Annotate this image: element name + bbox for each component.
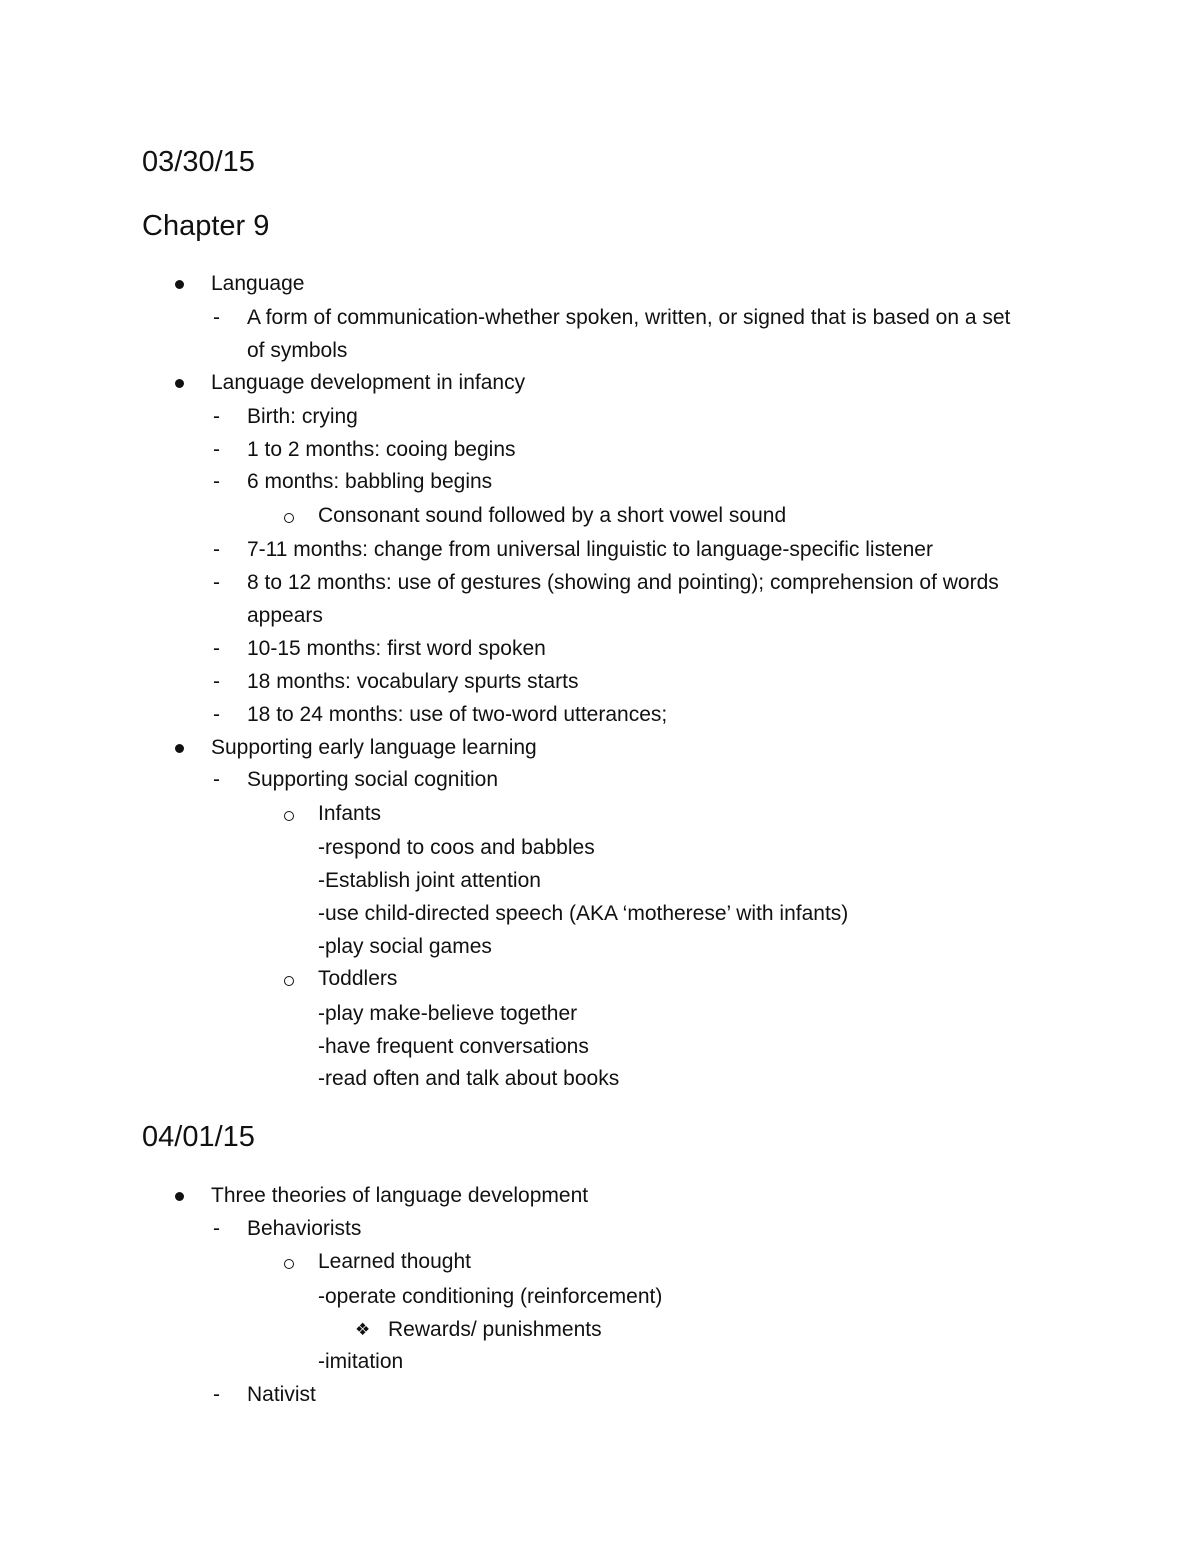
note-line: Language development in infancy xyxy=(211,371,526,394)
date-heading-2: 04/01/15 xyxy=(142,1121,255,1153)
note-line: 18 to 24 months: use of two-word utterances; xyxy=(247,703,668,726)
chapter-heading: Chapter 9 xyxy=(142,210,270,242)
note-line: -imitation xyxy=(318,1350,404,1373)
note-line: Consonant sound followed by a short vowel sound xyxy=(318,504,787,527)
note-line: Rewards/ punishments xyxy=(388,1318,602,1341)
date-heading-1: 03/30/15 xyxy=(142,146,255,178)
dash-marker: - xyxy=(213,1383,220,1406)
note-line: 7-11 months: change from universal linguistic to language-specific listener xyxy=(247,538,933,561)
note-line: Infants xyxy=(318,802,382,825)
note-line-continuation: of symbols xyxy=(247,339,348,362)
note-line: A form of communication-whether spoken, written, or signed that is based on a set xyxy=(247,306,1011,329)
note-line: Nativist xyxy=(247,1383,316,1406)
circle-bullet-marker xyxy=(284,976,294,986)
note-line: 6 months: babbling begins xyxy=(247,470,493,493)
dash-marker: - xyxy=(213,571,220,594)
note-line: 18 months: vocabulary spurts starts xyxy=(247,670,579,693)
note-line: Birth: crying xyxy=(247,405,358,428)
bullet-marker xyxy=(175,744,184,753)
note-line: -use child-directed speech (AKA ‘motherese’ with infants) xyxy=(318,902,849,925)
dash-marker: - xyxy=(213,670,220,693)
note-line: -play social games xyxy=(318,935,492,958)
note-line: Learned thought xyxy=(318,1250,471,1273)
circle-bullet-marker xyxy=(284,1259,294,1269)
note-line: -Establish joint attention xyxy=(318,869,541,892)
dash-marker: - xyxy=(213,1217,220,1240)
note-line: -operate conditioning (reinforcement) xyxy=(318,1285,663,1308)
diamond-bullet-icon: ❖ xyxy=(355,1320,371,1340)
dash-marker: - xyxy=(213,703,220,726)
circle-bullet-marker xyxy=(284,513,294,523)
bullet-marker xyxy=(175,1192,184,1201)
note-line: 10-15 months: first word spoken xyxy=(247,637,546,660)
dash-marker: - xyxy=(213,405,220,428)
bullet-marker xyxy=(175,379,184,388)
note-line: Three theories of language development xyxy=(211,1184,589,1207)
note-line: Supporting early language learning xyxy=(211,736,537,759)
note-line: Toddlers xyxy=(318,967,398,990)
note-line: 8 to 12 months: use of gestures (showing and pointing); comprehension of words xyxy=(247,571,999,594)
note-line: -respond to coos and babbles xyxy=(318,836,595,859)
note-line: -play make-believe together xyxy=(318,1002,578,1025)
note-line: Language xyxy=(211,272,305,295)
bullet-marker xyxy=(175,280,184,289)
dash-marker: - xyxy=(213,470,220,493)
note-line: Supporting social cognition xyxy=(247,768,498,791)
note-line: Behaviorists xyxy=(247,1217,362,1240)
note-line: -read often and talk about books xyxy=(318,1067,620,1090)
dash-marker: - xyxy=(213,438,220,461)
dash-marker: - xyxy=(213,538,220,561)
circle-bullet-marker xyxy=(284,811,294,821)
dash-marker: - xyxy=(213,306,220,329)
dash-marker: - xyxy=(213,637,220,660)
note-line: -have frequent conversations xyxy=(318,1035,589,1058)
note-line: 1 to 2 months: cooing begins xyxy=(247,438,516,461)
dash-marker: - xyxy=(213,768,220,791)
note-line-continuation: appears xyxy=(247,604,323,627)
